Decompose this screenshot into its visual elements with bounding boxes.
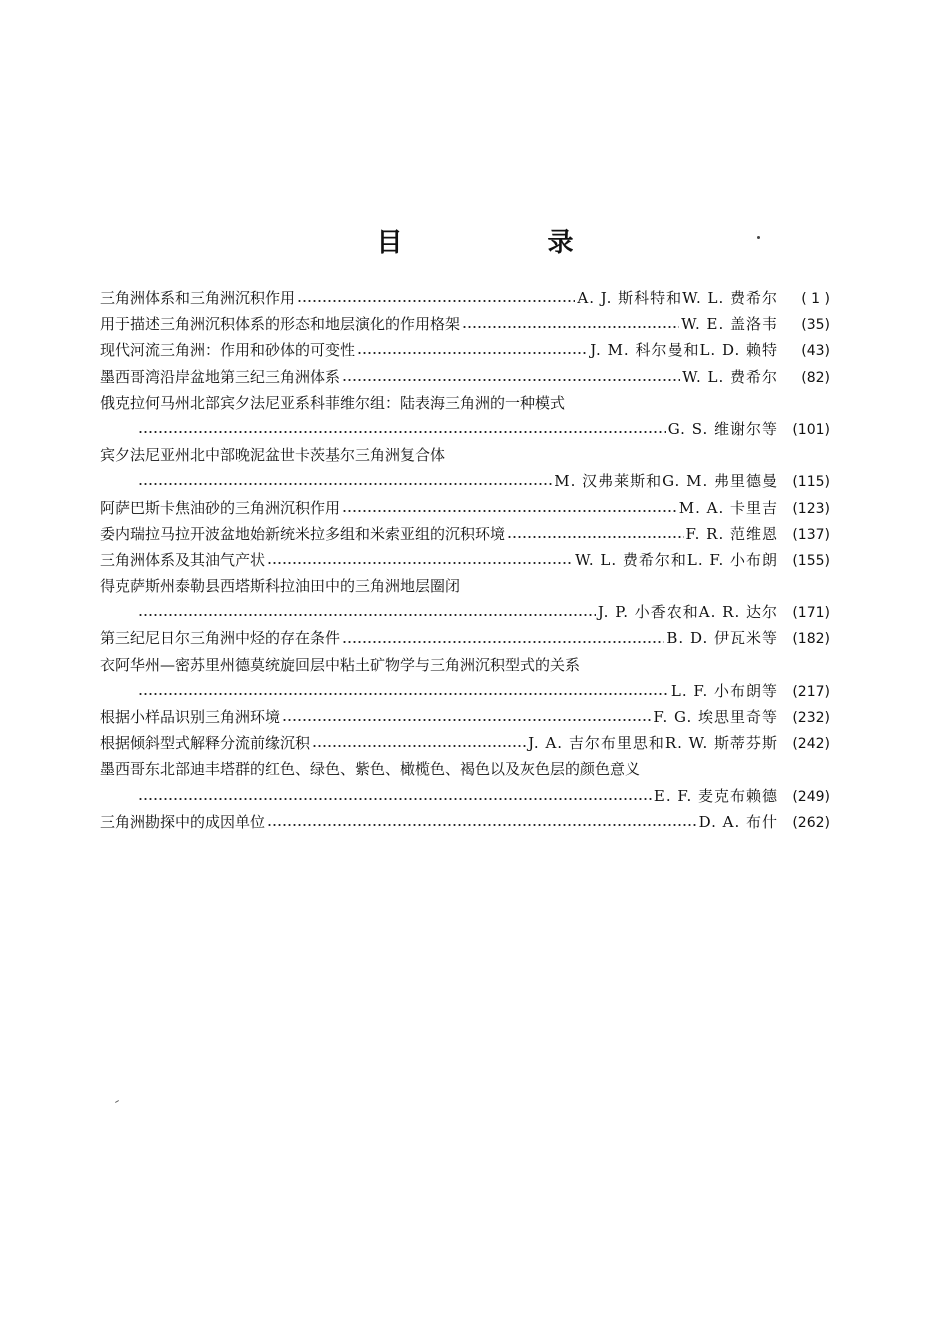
entry-title: 墨西哥东北部迪丰塔群的红色、绿色、紫色、橄榄色、褐色以及灰色层的颜色意义: [100, 760, 641, 779]
entry-title: 得克萨斯州泰勒县西塔斯科拉油田中的三角洲地层圈闭: [100, 577, 461, 596]
toc-entry-line: [100, 547, 830, 573]
entry-title: 现代河流三角洲：作用和砂体的可变性: [100, 341, 356, 360]
entry-title: 俄克拉何马州北部宾夕法尼亚系科菲维尔组：陆表海三角洲的一种模式: [100, 393, 566, 412]
entry-page-number: (82): [801, 369, 830, 386]
toc-entry-line: [100, 390, 830, 416]
dot-leader: [138, 431, 666, 433]
toc-entry-line: [100, 573, 830, 599]
dot-leader: [138, 693, 669, 695]
entry-page-number: (43): [801, 343, 830, 360]
toc-entry-line: [100, 704, 830, 730]
dot-leader: [462, 326, 679, 328]
entry-title: 三角洲体系和三角洲沉积作用: [100, 289, 296, 307]
toc-entry-line: [100, 783, 830, 809]
entry-author: M. 汉弗莱斯和G. M. 弗里德曼: [554, 472, 778, 491]
toc-entry-line: [100, 285, 830, 311]
toc-entry[interactable]: [100, 547, 830, 573]
toc-entry-line: [100, 311, 830, 337]
entry-page-number: (242): [792, 736, 830, 753]
toc-entry[interactable]: [100, 311, 830, 337]
toc-entry-line: [100, 730, 830, 756]
entry-author: W. E. 盖洛韦: [681, 315, 778, 334]
entry-author: W. L. 费希尔和L. F. 小布朗: [575, 550, 778, 569]
entry-page-number: (101): [792, 421, 830, 438]
entry-title: 用于描述三角洲沉积体系的形态和地层演化的作用格架: [100, 315, 461, 334]
entry-title: 衣阿华州—密苏里州德莫统旋回层中粘土矿物学与三角洲沉积型式的关系: [100, 655, 581, 674]
toc-entry-line: [100, 678, 830, 704]
page-title: 目 录: [376, 228, 642, 258]
toc-entry[interactable]: [100, 573, 830, 625]
toc-entry-line: [100, 468, 830, 494]
toc-list: [100, 285, 830, 835]
toc-entry[interactable]: [100, 704, 830, 730]
toc-entry-line: [100, 416, 830, 442]
dot-leader: [342, 379, 680, 381]
toc-entry-line: [100, 364, 830, 390]
dot-leader: [138, 483, 552, 485]
toc-entry[interactable]: [100, 337, 830, 363]
dot-leader: [267, 562, 573, 564]
entry-page-number: (137): [792, 526, 830, 543]
entry-page-number: (123): [792, 500, 830, 517]
entry-author: L. F. 小布朗等: [670, 681, 778, 700]
dot-leader: [507, 536, 684, 538]
entry-author: F. R. 范维恩: [685, 524, 778, 543]
toc-entry-line: [100, 521, 830, 547]
entry-title: 根据小样品识别三角洲环境: [100, 708, 281, 726]
entry-page-number: ( 1 ): [801, 291, 830, 307]
entry-title: 阿萨巴斯卡焦油砂的三角洲沉积作用: [100, 498, 341, 517]
stray-mark: [115, 1100, 119, 1103]
toc-entry[interactable]: [100, 756, 830, 808]
entry-author: D. A. 布什: [698, 812, 778, 831]
dot-leader: [357, 352, 588, 354]
entry-author: M. A. 卡里吉: [678, 498, 778, 517]
entry-title: 第三纪尼日尔三角洲中烃的存在条件: [100, 629, 341, 648]
toc-entry[interactable]: [100, 285, 830, 311]
toc-entry[interactable]: [100, 652, 830, 704]
entry-author: G. S. 维谢尔等: [667, 419, 778, 438]
toc-entry-line: [100, 495, 830, 521]
entry-page-number: (35): [801, 317, 830, 334]
toc-entry[interactable]: [100, 809, 830, 835]
entry-page-number: (182): [792, 631, 830, 648]
speck-mark: [757, 236, 760, 239]
entry-author: F. G. 埃思里奇等: [653, 708, 778, 726]
entry-title: 三角洲体系及其油气产状: [100, 550, 266, 569]
toc-entry[interactable]: [100, 495, 830, 521]
dot-leader: [342, 641, 664, 643]
entry-page-number: (115): [792, 474, 830, 491]
toc-entry-line: [100, 809, 830, 835]
entry-title: 委内瑞拉马拉开波盆地始新统米拉多组和米索亚组的沉积环境: [100, 524, 506, 543]
entry-page-number: (262): [792, 814, 830, 831]
entry-author: B. D. 伊瓦米等: [666, 629, 778, 648]
entry-author: J. M. 科尔曼和L. D. 赖特: [590, 341, 778, 360]
toc-entry[interactable]: [100, 730, 830, 756]
entry-author: J. A. 吉尔布里思和R. W. 斯蒂芬斯: [528, 734, 778, 753]
toc-entry-line: [100, 756, 830, 782]
dot-leader: [297, 300, 575, 302]
dot-leader: [282, 719, 651, 721]
entry-title: 墨西哥湾沿岸盆地第三纪三角洲体系: [100, 367, 341, 386]
entry-page-number: (155): [792, 552, 830, 569]
toc-entry-line: [100, 337, 830, 363]
dot-leader: [342, 510, 677, 512]
entry-title: 三角洲勘探中的成因单位: [100, 812, 266, 831]
toc-entry-line: [100, 625, 830, 651]
entry-author: A. J. 斯科特和W. L. 费希尔: [577, 289, 778, 307]
toc-entry[interactable]: [100, 390, 830, 442]
entry-author: W. L. 费希尔: [682, 367, 778, 386]
dot-leader: [138, 798, 652, 800]
entry-page-number: (217): [792, 683, 830, 700]
entry-page-number: (232): [792, 710, 830, 726]
entry-page-number: (171): [792, 605, 830, 622]
dot-leader: [138, 614, 596, 616]
entry-page-number: (249): [792, 788, 830, 805]
entry-title: 根据倾斜型式解释分流前缘沉积: [100, 734, 311, 753]
toc-entry[interactable]: [100, 364, 830, 390]
toc-entry[interactable]: [100, 625, 830, 651]
toc-entry-line: [100, 599, 830, 625]
entry-author: E. F. 麦克布赖德: [653, 786, 778, 805]
toc-entry-line: [100, 442, 830, 468]
toc-entry[interactable]: [100, 521, 830, 547]
entry-author: J. P. 小香农和A. R. 达尔: [597, 603, 778, 622]
entry-title: 宾夕法尼亚州北中部晚泥盆世卡茨基尔三角洲复合体: [100, 446, 446, 465]
toc-entry-line: [100, 652, 830, 678]
dot-leader: [312, 745, 526, 747]
dot-leader: [267, 824, 697, 826]
toc-entry[interactable]: [100, 442, 830, 494]
